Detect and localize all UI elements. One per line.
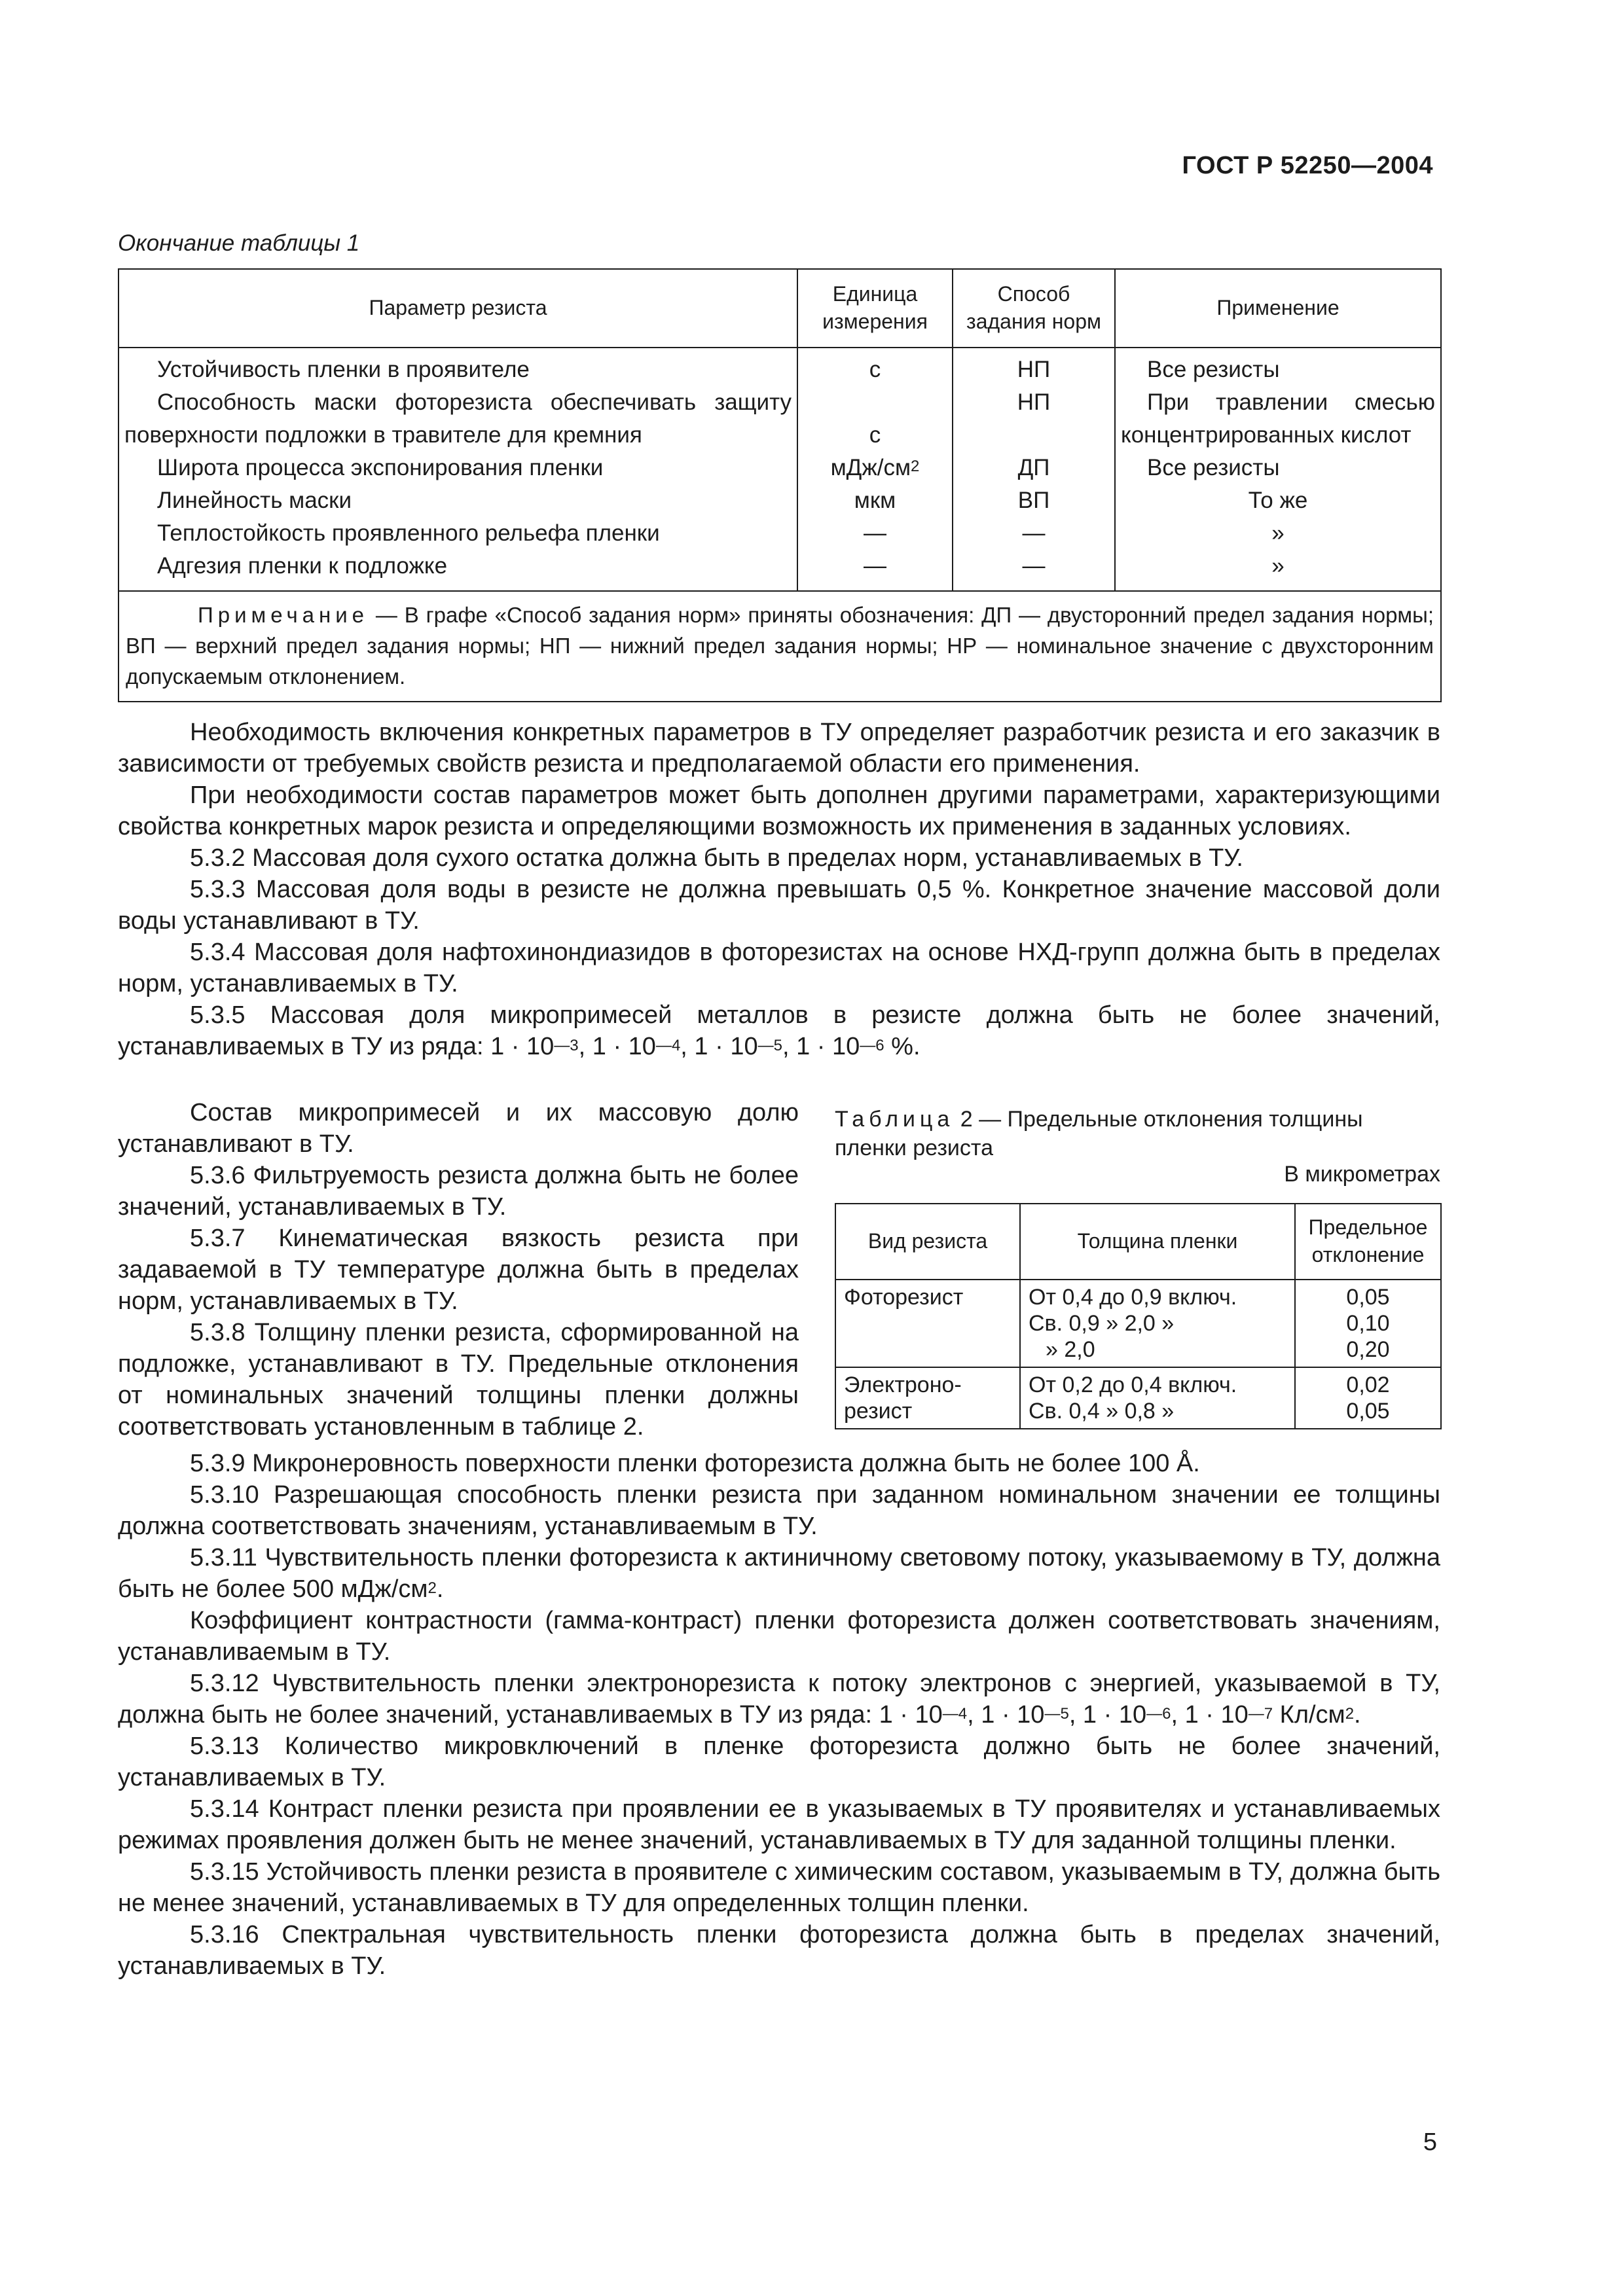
p5312-exp: —6 [1146,1705,1171,1723]
table2-cell-deviation [1295,1367,1441,1429]
table2-thickness-line: » 2,0 [1046,1337,1095,1362]
table1-cell-app: Все резисты [1115,348,1441,386]
paragraph: 5.3.6 Фильтруемость резиста должна быть не более значений, устанавливаемых в ТУ. [118,1162,799,1221]
table2-cell-thickness [1020,1280,1295,1367]
table1-cell-norm: НП [953,348,1115,386]
table1-header-row [119,269,1441,348]
paragraph-5-3-5 [118,999,1440,1062]
paragraph-5-3-16: 5.3.16 Спектральная чувствительность пленки фоторезиста должна быть в пределах значений, устанавливаемых в ТУ. [118,1921,1440,1980]
table1-cell-unit: мкм [797,484,953,517]
table1-cell-unit: — [797,517,953,550]
table1-cell-param: Устойчивость пленки в проявителе [119,348,797,386]
table2-cell-type: Фоторезист [835,1280,1020,1367]
table-row [119,386,1441,452]
table-row [119,484,1441,517]
table2-thickness-line: Св. 0,4 » 0,8 » [1029,1399,1175,1424]
table-row [835,1280,1441,1367]
table1-note-text: — В графе «Способ задания норм» приняты обозначения: ДП — двусторонний предел задания нормы; ВП — верхний предел задания нормы; НП — нижний предел задания нормы; НР — номинальное значение с двухсторонним допускаемым отклонением. [126,603,1434,689]
table1-header-param: Параметр резиста [119,269,797,348]
table2-unit: В микрометрах [1284,1162,1440,1187]
table-row [119,517,1441,550]
table2 [835,1203,1442,1429]
table1-cell-unit [797,386,953,452]
table1-unit-text: мДж/см [830,455,911,480]
p5312-text: , 1 · 10 [1068,1701,1147,1729]
p5312-exp: —4 [942,1705,968,1723]
table1-param-line: поверхности подложки в травителе для кремния [124,422,642,448]
table1-note [119,591,1441,702]
table2-type-line: Электроно- [844,1372,962,1397]
p535-exp: —5 [757,1037,782,1054]
table-row [119,452,1441,484]
table1-header-norm: Способ задания норм [953,269,1115,348]
table2-deviation-line: 0,10 [1346,1311,1390,1336]
paragraph-5-3-11 [118,1542,1440,1605]
table2-header-deviation: Предельное отклонение [1295,1204,1441,1280]
p535-exp: —6 [860,1037,884,1054]
table1-cell-unit: с [797,348,953,386]
p5312-text: Кл/см [1273,1701,1345,1729]
page-number: 5 [1423,2128,1437,2156]
table2-deviation-line: 0,05 [1346,1399,1390,1424]
table1-cell-param: Широта процесса экспонирования пленки [119,452,797,484]
table1-cell-param: Теплостойкость проявленного рельефа пленки [119,517,797,550]
p535-text: , 1 · 10 [782,1033,860,1060]
table1-cell-param [119,386,797,452]
p5312-text: . [1354,1701,1361,1729]
table2-thickness-line: От 0,4 до 0,9 включ. [1029,1285,1237,1310]
table1-cell-app: » [1115,550,1441,591]
table-row [119,550,1441,591]
table2-deviation-line: 0,02 [1346,1372,1390,1397]
table1-app-line: При травлении смесью [1147,389,1435,415]
table1-cell-app [1115,386,1441,452]
paragraph: При необходимости состав параметров может быть дополнен другими параметрами, характеризующими свойства конкретных марок резиста и определяющими возможность их применения в заданных условиях. [118,781,1440,840]
p5312-exp: 2 [1345,1705,1355,1723]
paragraph: Состав микропримесей и их массовую долю устанавливают в ТУ. [118,1099,799,1158]
paragraph-gamma: Коэффициент контрастности (гамма-контраст) пленки фоторезиста должен соответствовать значениям, устанавливаемым в ТУ. [118,1607,1440,1666]
p535-exp: —3 [554,1037,579,1054]
table1-header-app: Применение [1115,269,1441,348]
p5312-exp: —7 [1248,1705,1273,1723]
table1-cell-param: Линейность маски [119,484,797,517]
p5312-text: 5.3.12 Чувствительность пленки электронорезиста к потоку электронов с энергией, указываемой в ТУ, должна быть не более значений, устанавливаемых в ТУ из ряда: 1 · 10 [118,1670,1440,1729]
p5311-text: 5.3.11 Чувствительность пленки фоторезиста к актиничному световому потоку, указываемому в ТУ, должна быть не более 500 мДж/см [118,1544,1440,1603]
paragraph-5-3-14: 5.3.14 Контраст пленки резиста при проявлении ее в указываемых в ТУ проявителях и устанавливаемых режимах проявления должен быть не менее значений, устанавливаемых в ТУ для заданной толщины пленки. [118,1795,1440,1854]
left-column-text [118,1097,799,1443]
p535-text: , 1 · 10 [680,1033,758,1060]
table2-cell-type [835,1367,1020,1429]
p5312-text: , 1 · 10 [1171,1701,1249,1729]
table2-header-type: Вид резиста [835,1204,1020,1280]
table2-header-row [835,1204,1441,1280]
table-row [835,1367,1441,1429]
paragraph: 5.3.2 Массовая доля сухого остатка должна быть в пределах норм, устанавливаемых в ТУ. [190,844,1243,872]
table1-cell-unit [797,452,953,484]
table2-deviation-line: 0,05 [1346,1285,1390,1310]
paragraph-5-3-10: 5.3.10 Разрешающая способность пленки резиста при заданном номинальном значении ее толщины должна соответствовать значениям, устанавливаемым в ТУ. [118,1481,1440,1540]
table1-header-unit: Единица измерения [797,269,953,348]
table1-cell-norm: ВП [953,484,1115,517]
body-text-top [118,717,1440,1062]
p5312-exp: —5 [1044,1705,1069,1723]
table2-cell-thickness [1020,1367,1295,1429]
paragraph: 5.3.8 Толщину пленки резиста, сформированной на подложке, устанавливают в ТУ. Предельные отклонения от номинальных значений толщины пленки должны соответствовать установленным в таблице 2. [118,1319,799,1441]
paragraph: 5.3.3 Массовая доля воды в резисте не должна превышать 0,5 %. Конкретное значение массовой доли воды устанавливают в ТУ. [118,876,1440,935]
table2-type-line: резист [844,1399,913,1424]
table1-param-line: Способность маски фоторезиста обеспечивать защиту [157,389,792,415]
table-row [119,348,1441,386]
table1-note-row [119,591,1441,702]
table1-unit-value: с [869,422,881,448]
table1-cell-unit: — [797,550,953,591]
table1-cell-app: Все резисты [1115,452,1441,484]
table2-cell-deviation [1295,1280,1441,1367]
table1 [118,268,1442,702]
table2-thickness-line: Св. 0,9 » 2,0 » [1029,1311,1175,1336]
table1-cell-norm: — [953,517,1115,550]
body-text-bottom [118,1448,1440,1982]
p535-exp: —4 [655,1037,681,1054]
paragraph: Необходимость включения конкретных параметров в ТУ определяет разработчик резиста и его заказчик в зависимости от требуемых свойств резиста и предполагаемой области его применения. [118,719,1440,778]
table1-cell-app: » [1115,517,1441,550]
table2-caption [835,1105,1440,1162]
table1-note-label: Примечание [198,603,369,627]
table1-cell-norm: ДП [953,452,1115,484]
p535-text: %. [884,1033,921,1060]
p535-text: , 1 · 10 [578,1033,656,1060]
table2-thickness-line: От 0,2 до 0,4 включ. [1029,1372,1237,1397]
p5312-text: , 1 · 10 [967,1701,1045,1729]
paragraph-5-3-9: 5.3.9 Микронеровность поверхности пленки фоторезиста должна быть не более 100 Å. [190,1450,1200,1477]
table2-caption-text: 2 — Предельные отклонения толщины пленки резиста [835,1107,1363,1160]
table1-cell-norm: — [953,550,1115,591]
paragraph-5-3-13: 5.3.13 Количество микровключений в пленке фоторезиста должно быть не более значений, устанавливаемых в ТУ. [118,1732,1440,1791]
p5311-text: . [436,1575,444,1603]
table2-header-thickness: Толщина пленки [1020,1204,1295,1280]
table1-app-line: концентрированных кислот [1121,422,1412,448]
p535-text: 5.3.5 Массовая доля микропримесей металлов в резисте должна быть не более значений, устанавливаемых в ТУ из ряда: 1 · 10 [118,1001,1440,1060]
table2-caption-label: Таблица [835,1107,955,1132]
paragraph-5-3-15: 5.3.15 Устойчивость пленки резиста в проявителе с химическим составом, указываемым в ТУ, должна быть не менее значений, устанавливаемых в ТУ для определенных толщин пленки. [118,1858,1440,1917]
table1-cell-app: То же [1115,484,1441,517]
table2-deviation-line: 0,20 [1346,1337,1390,1362]
paragraph-5-3-12 [118,1668,1440,1731]
paragraph: 5.3.4 Массовая доля нафтохинондиазидов в фоторезистах на основе НХД-групп должна быть в пределах норм, устанавливаемых в ТУ. [118,939,1440,997]
paragraph: 5.3.7 Кинематическая вязкость резиста при задаваемой в ТУ температуре должна быть в пределах норм, устанавливаемых в ТУ. [118,1225,799,1315]
table1-cell-param: Адгезия пленки к подложке [119,550,797,591]
table1-unit-sup: 2 [911,457,920,475]
document-number: ГОСТ Р 52250—2004 [1182,152,1433,179]
table1-cell-norm: НП [953,386,1115,452]
table1-caption: Окончание таблицы 1 [118,230,360,256]
p5311-sup: 2 [428,1579,437,1597]
